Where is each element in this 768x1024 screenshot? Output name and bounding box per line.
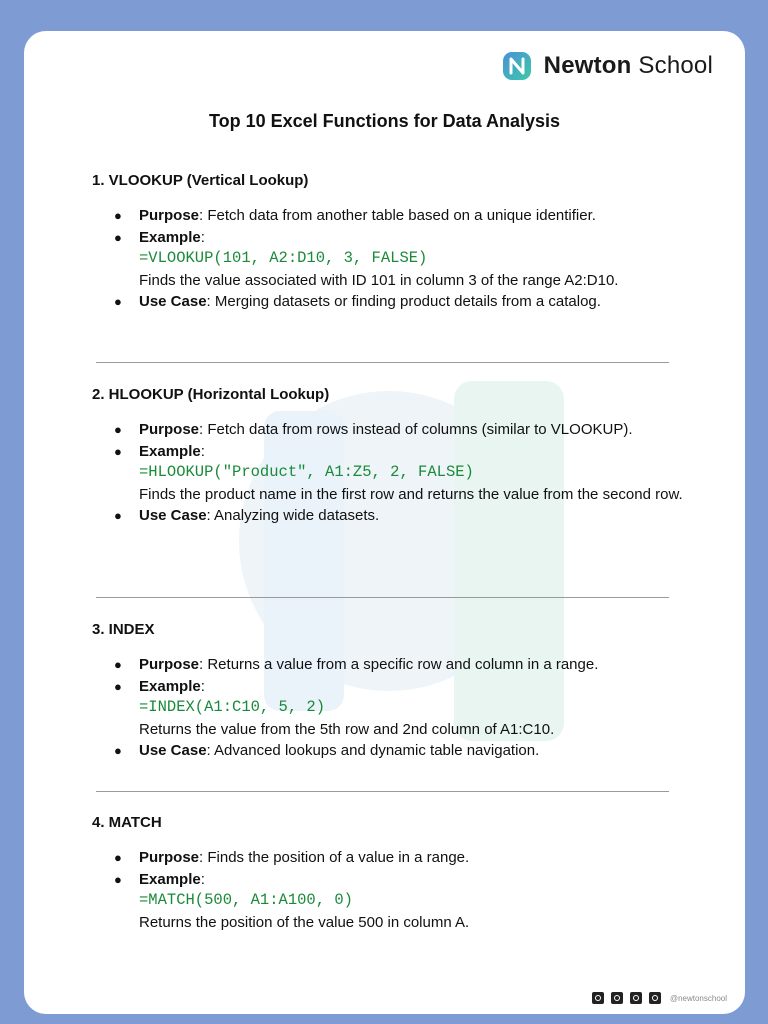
purpose-label: Purpose [139,656,200,673]
brand-header[interactable] [502,51,713,81]
use-case-text: : Analyzing wide datasets. [206,507,380,524]
section-heading: 1. VLOOKUP (Vertical Lookup) [92,172,309,189]
section-divider [96,597,669,598]
example-description: Finds the product name in the first row and returns the value from the second row. [139,485,683,503]
bullet-icon: ● [114,743,122,758]
section-heading: 4. MATCH [92,814,162,831]
newton-school-logo-icon [502,51,532,81]
example-description: Finds the value associated with ID 101 in column 3 of the range A2:D10. [139,271,619,289]
purpose-text: : Fetch data from another table based on a unique identifier. [199,207,596,224]
brand-name-bold: Newton [543,52,632,79]
use-case-text: : Advanced lookups and dynamic table navigation. [206,742,540,759]
purpose-text: : Fetch data from rows instead of columns (similar to VLOOKUP). [199,421,633,438]
section-hlookup [92,386,692,527]
example-label: Example [139,870,201,888]
section-index [92,621,692,762]
bullet-icon: ● [114,678,122,694]
use-case-text: : Merging datasets or finding product details from a catalog. [206,293,601,310]
section-list [92,205,692,313]
example-code: =HLOOKUP("Product", A1:Z5, 2, FALSE) [139,463,474,481]
bullet-icon: ● [114,422,122,437]
social-handle[interactable]: @newtonschool [669,993,727,1003]
linkedin-icon[interactable] [649,992,661,1004]
bullet-icon: ● [114,508,122,523]
use-case-label: Use Case [139,742,207,759]
social-footer [592,992,727,1004]
document-card [24,31,745,1014]
list-item-purpose [92,847,692,869]
example-code: =MATCH(500, A1:A100, 0) [139,891,353,909]
example-colon: : [200,228,205,246]
purpose-label: Purpose [139,421,200,438]
list-item-use-case [92,740,692,762]
list-item-purpose [92,205,692,227]
bullet-icon: ● [114,871,122,887]
bullet-icon: ● [114,657,122,672]
facebook-icon[interactable] [592,992,604,1004]
section-match [92,814,692,933]
bullet-icon: ● [114,229,122,245]
list-item-use-case [92,291,692,313]
list-item-use-case [92,505,692,527]
brand-name [544,52,713,80]
purpose-text: : Returns a value from a specific row and column in a range. [199,656,599,673]
list-item-purpose [92,654,692,676]
purpose-text: : Finds the position of a value in a range. [199,849,470,866]
section-divider [96,362,669,363]
list-item-example [92,676,692,741]
list-item-example [92,227,692,292]
use-case-label: Use Case [139,507,207,524]
bullet-icon: ● [114,208,122,223]
bullet-icon: ● [114,850,122,865]
instagram-icon[interactable] [611,992,623,1004]
example-colon: : [200,870,205,888]
youtube-icon[interactable] [630,992,642,1004]
bullet-icon: ● [114,443,122,459]
section-list [92,419,692,527]
section-list [92,847,692,933]
bullet-icon: ● [114,294,122,309]
list-item-purpose [92,419,692,441]
section-heading: 2. HLOOKUP (Horizontal Lookup) [92,386,330,403]
page-title: Top 10 Excel Functions for Data Analysis [208,111,561,131]
example-code: =VLOOKUP(101, A2:D10, 3, FALSE) [139,249,428,267]
list-item-example [92,441,692,506]
example-description: Returns the position of the value 500 in column A. [139,913,470,931]
section-heading: 3. INDEX [92,621,155,638]
purpose-label: Purpose [139,207,200,224]
use-case-label: Use Case [139,293,207,310]
example-label: Example [139,442,201,460]
brand-name-light: School [638,52,713,79]
section-vlookup [92,172,692,313]
example-label: Example [139,677,201,695]
example-label: Example [139,228,201,246]
example-code: =INDEX(A1:C10, 5, 2) [139,698,326,716]
purpose-label: Purpose [139,849,200,866]
example-colon: : [200,442,205,460]
section-divider [96,791,669,792]
section-list [92,654,692,762]
example-colon: : [200,677,205,695]
list-item-example [92,869,692,934]
example-description: Returns the value from the 5th row and 2nd column of A1:C10. [139,720,555,738]
